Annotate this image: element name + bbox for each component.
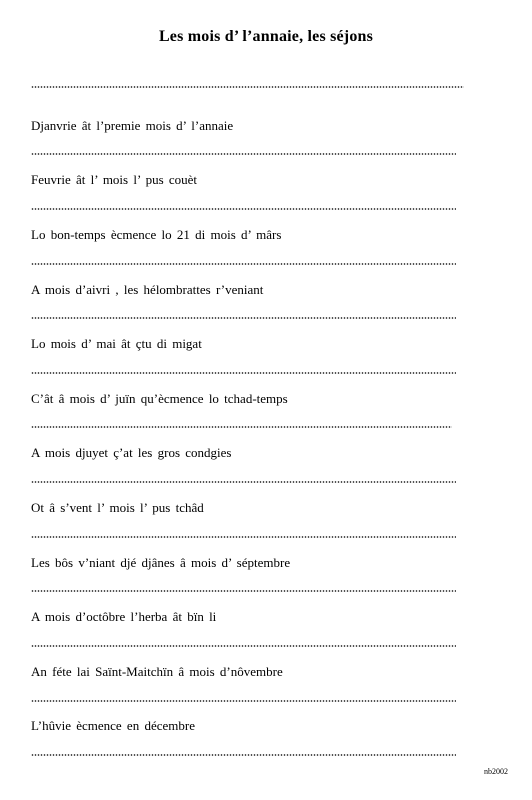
sentence-march: Lo bon-temps ècmence lo 21 di mois d’ mârs <box>31 227 282 242</box>
page-title: Les mois d’ l’annaie, les séjons <box>158 28 374 45</box>
sentence-may: Lo mois d’ mai ât çtu di migat <box>31 336 202 351</box>
answer-line <box>31 372 456 374</box>
sentence-april: A mois d’aivri , les hélombrattes r’veniant <box>31 282 264 297</box>
sentence-january: Djanvrie ât l’premie mois d’ l’annaie <box>31 118 234 133</box>
answer-line <box>31 86 464 88</box>
answer-line <box>31 754 456 756</box>
answer-line <box>31 590 456 592</box>
footer-code: nb2002 <box>484 767 508 776</box>
sentence-february: Feuvrie ât l’ mois l’ pus couèt <box>31 172 198 187</box>
answer-line <box>31 645 456 647</box>
sentence-june: C’ât â mois d’ juïn qu’ècmence lo tchad-temps <box>31 391 288 406</box>
sentence-august: Ot â s’vent l’ mois l’ pus tchâd <box>31 500 204 515</box>
answer-line <box>31 317 456 319</box>
answer-line <box>31 263 456 265</box>
answer-line <box>31 208 456 210</box>
sentence-july: A mois djuyet ç’at les gros condgies <box>31 445 232 460</box>
answer-line <box>31 153 456 155</box>
answer-line <box>31 536 456 538</box>
sentence-october: A mois d’octôbre l’herba ât bïn li <box>31 609 217 624</box>
answer-line <box>31 481 456 483</box>
answer-line <box>31 700 456 702</box>
sentence-november: An féte lai Saïnt-Maitchïn â mois d’nôvembre <box>31 664 283 679</box>
sentence-december: L’hûvie ècmence en décembre <box>31 718 195 733</box>
answer-line <box>31 426 452 428</box>
sentence-september: Les bôs v’niant djé djânes â mois d’ séptembre <box>31 555 291 570</box>
